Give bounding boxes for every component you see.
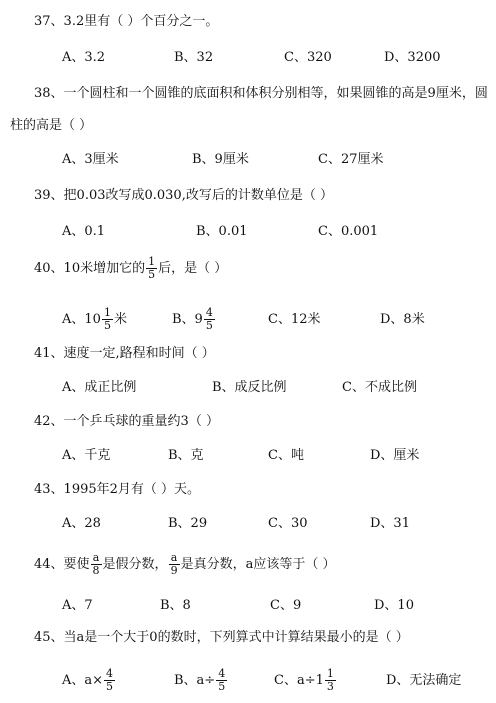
option-b [174,666,228,696]
option-a: A、28 [62,516,101,531]
question-40-stem [34,256,227,282]
numerator: 1 [103,306,111,319]
denominator: 8 [92,564,100,577]
option-c: C、9 [270,598,302,613]
denominator: 3 [326,680,334,693]
option-d: D、31 [370,516,410,531]
fraction [169,552,180,577]
numerator: 1 [326,667,334,680]
numerator: 4 [218,667,226,680]
question-39-stem: 39、把0.03改写成0.030,改写后的计数单位是（ ） [34,188,333,203]
stem-text: 是真分数，a应该等于（ ） [180,557,336,572]
option-d: D、3200 [384,50,441,65]
denominator: 5 [148,268,156,281]
numerator: 4 [106,667,114,680]
option-suffix: 米 [113,312,127,327]
option-b: B、8 [160,598,191,613]
option-b: B、9厘米 [192,152,249,167]
option-b: B、成反比例 [212,380,287,395]
option-c: C、12米 [268,312,321,327]
option-d: D、厘米 [370,448,420,463]
option-b: B、29 [168,516,208,531]
denominator: 5 [106,680,114,693]
option-d: D、10 [374,598,414,613]
denominator: 5 [205,319,213,332]
question-37-stem: 37、3.2里有（ ）个百分之一。 [34,14,219,29]
fraction [102,307,113,332]
option-a: A、3.2 [62,50,106,65]
stem-text: 40、10米增加它的 [34,261,146,276]
option-c: C、30 [268,516,308,531]
question-41-stem: 41、速度一定,路程和时间（ ） [34,346,215,361]
option-b [172,306,216,334]
option-prefix: C、a÷1 [274,673,324,688]
option-a [62,306,127,334]
fraction [216,668,227,693]
option-a [62,666,116,696]
option-d: D、8米 [380,312,425,327]
denominator: 9 [170,564,178,577]
numerator: a [92,551,100,564]
option-c: C、不成比例 [342,380,417,395]
numerator: 1 [148,255,156,268]
stem-text: 是假分数， [102,557,168,572]
option-a: A、7 [62,598,93,613]
numerator: a [170,551,178,564]
option-c: C、吨 [268,448,304,463]
stem-text: 44、要使 [34,557,90,572]
option-prefix: B、a÷ [174,673,216,688]
option-a: A、3厘米 [62,152,119,167]
option-c: C、0.001 [318,224,379,239]
option-a: A、0.1 [62,224,106,239]
stem-text: 后，是（ ） [158,261,228,276]
option-d: D、无法确定 [386,673,462,688]
denominator: 5 [103,319,111,332]
option-c: C、320 [284,50,332,65]
fraction [91,552,102,577]
option-c: C、27厘米 [318,152,384,167]
denominator: 5 [218,680,226,693]
option-prefix: A、10 [62,312,101,327]
option-b: B、32 [174,50,214,65]
question-42-stem: 42、一个乒乓球的重量约3（ ） [34,414,219,429]
question-38-stem-continued: 柱的高是（ ） [10,118,93,133]
option-b: B、0.01 [196,224,248,239]
option-prefix: A、a× [62,673,104,688]
fraction [146,256,157,281]
question-45-stem: 45、当a是一个大于0的数时，下列算式中计算结果最小的是（ ） [34,630,409,645]
fraction [325,668,336,693]
option-a: A、千克 [62,448,111,463]
option-b: B、克 [168,448,204,463]
option-c [274,666,337,696]
numerator: 4 [205,306,213,319]
question-44-stem [34,552,335,578]
option-prefix: B、9 [172,312,203,327]
fraction [204,307,215,332]
fraction [104,668,115,693]
option-a: A、成正比例 [62,380,137,395]
question-38-stem: 38、一个圆柱和一个圆锥的底面积和体积分别相等，如果圆锥的高是9厘米，圆 [34,86,488,101]
question-43-stem: 43、1995年2月有（ ）天。 [34,482,201,497]
